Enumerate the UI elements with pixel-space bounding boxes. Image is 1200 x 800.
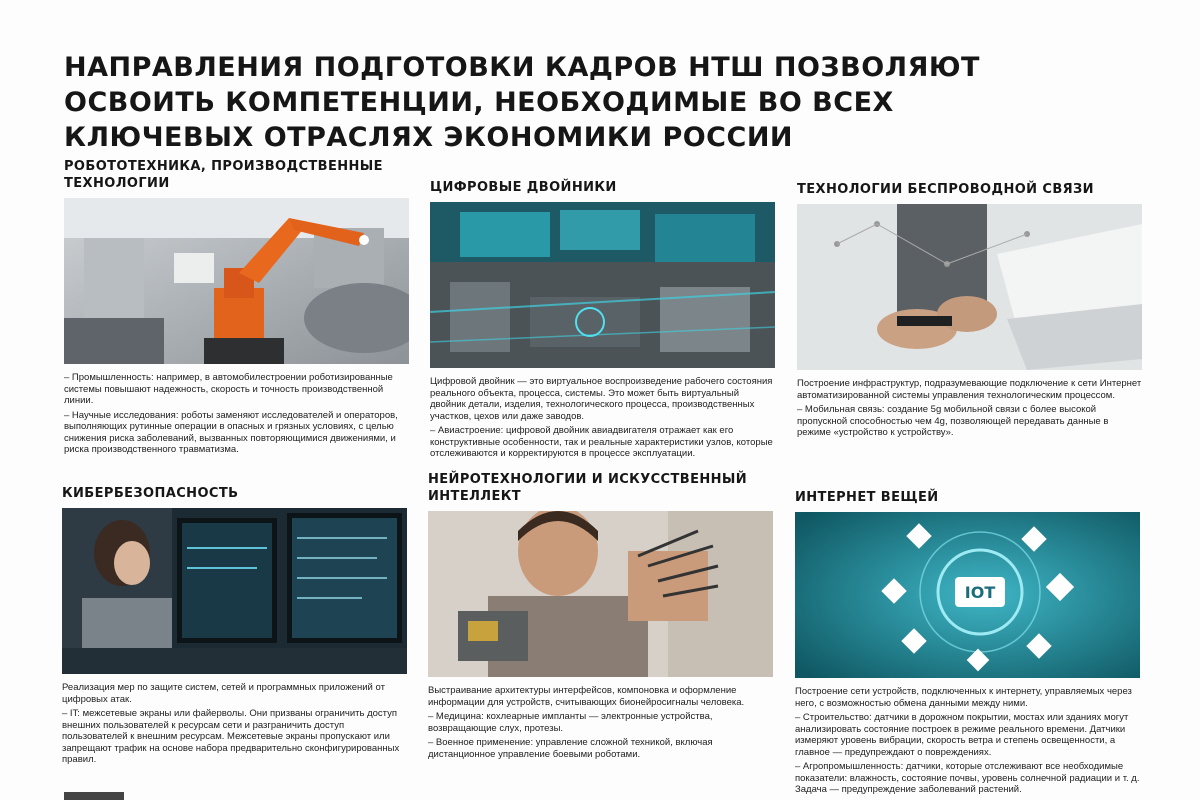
- section-robotics: [64, 159, 409, 459]
- paragraph: – Строительство: датчики в дорожном покрытии, мостах или зданиях могут анализировать состояние построек в режиме реального времени. Датчики измеряют уровень вибрации, скорость ветра и степень освещенности, а главное — предупреждают о повреждениях.: [795, 712, 1129, 758]
- section-neurotech: [428, 472, 773, 763]
- paragraph: Цифровой двойник — это виртуальное воспроизведение рабочего состояния реального объекта, процесса, системы. Это может быть виртуальный двойник детали, изделия, технологического процесса, производственных участков, цехов или даже заводов.: [430, 376, 773, 422]
- section-iot: [795, 490, 1140, 799]
- paragraph: – Агропромышленность: датчики, которые отслеживают все необходимые показатели: влажность, состояние почвы, уровень солнечной радиации и т. д. Задача — предупреждение заболеваний растений.: [795, 761, 1140, 795]
- section-cybersecurity: [62, 486, 407, 769]
- section-title: ИНТЕРНЕТ ВЕЩЕЙ: [795, 490, 939, 505]
- iot-label: IOT: [964, 583, 996, 602]
- wireless-photo: [797, 204, 1142, 370]
- section-title: ТЕХНОЛОГИИ БЕСПРОВОДНОЙ СВЯЗИ: [797, 182, 1094, 197]
- section-digital-twins: [430, 180, 775, 463]
- section-title: РОБОТОТЕХНИКА, ПРОИЗВОДСТВЕННЫЕ ТЕХНОЛОГИИ: [64, 159, 383, 191]
- section-body: [430, 376, 775, 460]
- section-body: [797, 378, 1142, 439]
- page-title: НАПРАВЛЕНИЯ ПОДГОТОВКИ КАДРОВ НТШ ПОЗВОЛЯЮТ ОСВОИТЬ КОМПЕТЕНЦИИ, НЕОБХОДИМЫЕ ВО ВСЕХ КЛЮЧЕВЫХ ОТРАСЛЯХ ЭКОНОМИКИ РОССИИ: [64, 52, 980, 153]
- paragraph: Выстраивание архитектуры интерфейсов, компоновка и оформление информации для устройств, считывающих бионейросигналы человека.: [428, 685, 745, 708]
- page-edge-mark: [64, 792, 124, 800]
- iot-photo: [795, 512, 1140, 678]
- digital-twin-photo: [430, 202, 775, 368]
- paragraph: Построение инфраструктур, подразумевающие подключение к сети Интернет автоматизированной системы управления технологическим процессом.: [797, 378, 1142, 401]
- paragraph: – Авиастроение: цифровой двойник авиадвигателя отражает как его конструктивные особенности, так и реальные характеристики узлов, которые отслеживаются и корректируются в процессе эксплуатации.: [430, 425, 773, 459]
- paragraph: – Военное применение: управление сложной техникой, включая дистанционное управление боевыми роботами.: [428, 737, 713, 760]
- cybersecurity-photo: [62, 508, 407, 674]
- neurotech-photo: [428, 511, 773, 677]
- robot-arm-photo: [64, 198, 409, 364]
- section-title: ЦИФРОВЫЕ ДВОЙНИКИ: [430, 180, 617, 195]
- section-title: НЕЙРОТЕХНОЛОГИИ И ИСКУССТВЕННЫЙ ИНТЕЛЛЕКТ: [428, 472, 748, 504]
- paragraph: – Медицина: кохлеарные импланты — электронные устройства, возвращающие слух, протезы.: [428, 711, 713, 734]
- paragraph: – Промышленность: например, в автомобилестроении роботизированные системы повышают надежность, скорость и точность производственной линии.: [64, 372, 393, 406]
- section-body: [795, 686, 1140, 796]
- paragraph: – IT: межсетевые экраны или файерволы. Они призваны ограничить доступ внешних пользователей к ресурсам сети и разграничить доступ пользователей к внешним ресурсам. Межсетевые экраны пропускают или запрещают трафик на основе набора предварительно сконфигурированных правил.: [62, 708, 400, 765]
- section-body: [428, 685, 773, 760]
- section-title: КИБЕРБЕЗОПАСНОСТЬ: [62, 486, 239, 501]
- paragraph: – Научные исследования: роботы заменяют исследователей и операторов, выполняющих рутинные операции в опасных и грязных условиях, с целью снижения риска заболеваний, вызванных повторяющимися движениями, и риска производственного травматизма.: [64, 409, 398, 455]
- paragraph: Построение сети устройств, подключенных к интернету, управляемых через него, с возможностью обмена данными между ними.: [795, 686, 1132, 709]
- section-wireless: [797, 182, 1142, 442]
- section-body: [64, 372, 409, 456]
- paragraph: Реализация мер по защите систем, сетей и программных приложений от цифровых атак.: [62, 682, 385, 705]
- section-body: [62, 682, 407, 766]
- paragraph: – Мобильная связь: создание 5g мобильной связи с более высокой пропускной способностью чем 4g, позволяющей передавать данные в режиме «устройство к устройству».: [797, 404, 1109, 438]
